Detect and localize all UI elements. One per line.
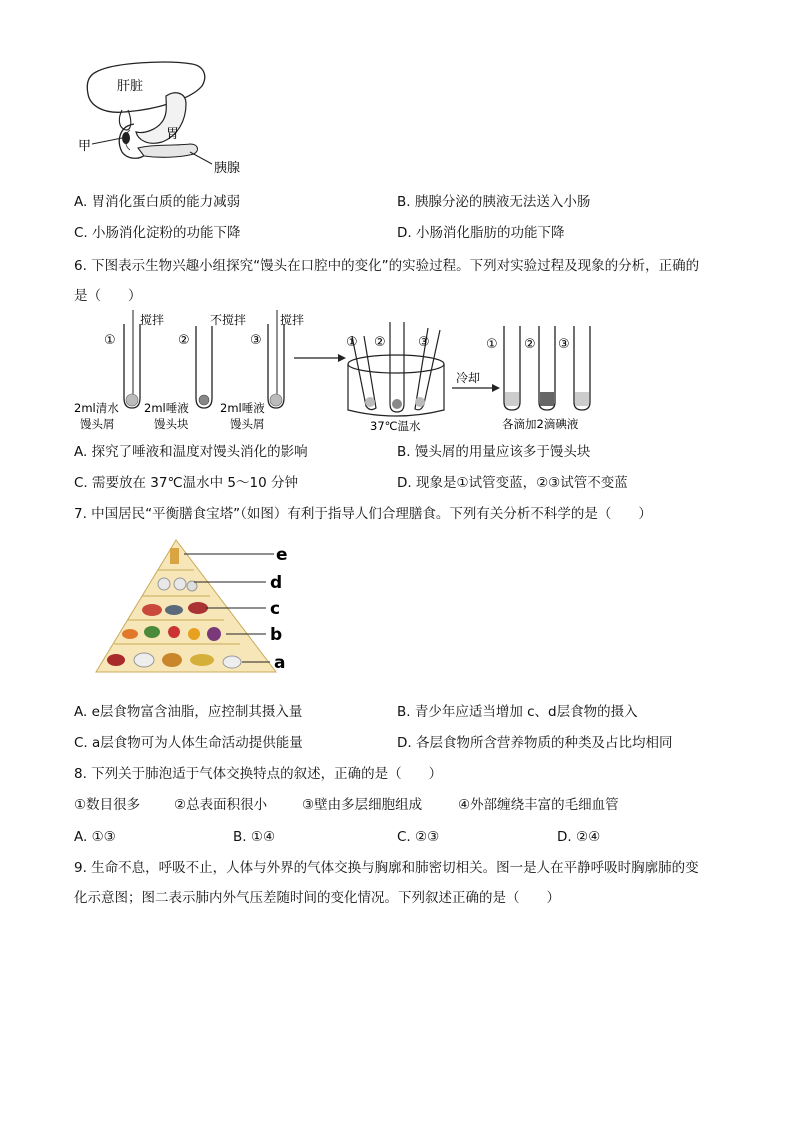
q7-option-a: A. e层食物富含油脂，应控制其摄入量 bbox=[74, 704, 303, 720]
q6-option-a: A. 探究了唾液和温度对馒头消化的影响 bbox=[74, 444, 308, 460]
q7-stem: 7. 中国居民“平衡膳食宝塔”（如图）有利于指导人们合理膳食。下列有关分析不科学的是（ ） bbox=[74, 506, 652, 522]
tube2-nostir-label: 不搅拌 bbox=[210, 313, 247, 327]
q7-option-c: C. a层食物可为人体生命活动提供能量 bbox=[74, 735, 303, 751]
q5-option-d: D. 小肠消化脂肪的功能下降 bbox=[397, 225, 565, 241]
q6-option-c: C. 需要放在 37℃温水中 5～10 分钟 bbox=[74, 475, 298, 491]
q7-option-b: B. 青少年应适当增加 c、d层食物的摄入 bbox=[397, 704, 638, 720]
q8-statement-2: ②总表面积很小 bbox=[174, 797, 268, 813]
tube2-liquid-label: 2ml唾液 bbox=[144, 401, 189, 415]
layer-a-label: a bbox=[274, 653, 286, 673]
result-number-3: ③ bbox=[558, 337, 570, 352]
liver-shape bbox=[87, 62, 204, 112]
q8-option-c: C. ②③ bbox=[397, 829, 440, 845]
q9-stem-line1: 9. 生命不息，呼吸不止，人体与外界的气体交换与胸廓和肺密切相关。图一是人在平静呼吸时胸廓肺的变 bbox=[74, 860, 699, 876]
q8-option-b: B. ①④ bbox=[233, 829, 276, 845]
q6-option-b: B. 馒头屑的用量应该多于馒头块 bbox=[397, 444, 591, 460]
bath-number-1: ① bbox=[346, 335, 358, 350]
layer-b-label: b bbox=[270, 625, 283, 645]
q8-statement-3: ③壁由多层细胞组成 bbox=[302, 797, 423, 813]
q5-option-b: B. 胰腺分泌的胰液无法送入小肠 bbox=[397, 194, 591, 210]
stomach-label: 胃 bbox=[166, 127, 180, 142]
q5-option-c: C. 小肠消化淀粉的功能下降 bbox=[74, 225, 241, 241]
q6-stem-line1: 6. 下图表示生物兴趣小组探究“馒头在口腔中的变化”的实验过程。下列对实验过程及现象的分析，正确的 bbox=[74, 258, 700, 274]
water-bath-label: 37℃温水 bbox=[370, 419, 421, 433]
q8-statement-1: ①数目很多 bbox=[74, 797, 141, 813]
q8-statement-4: ④外部缠绕丰富的毛细血管 bbox=[458, 797, 619, 813]
tube3-solid-label: 馒头屑 bbox=[230, 417, 265, 431]
tube2-number: ② bbox=[178, 333, 190, 348]
tube3-stir-label: 搅拌 bbox=[280, 313, 305, 327]
q7-option-d: D. 各层食物所含营养物质的种类及占比均相同 bbox=[397, 735, 673, 751]
pancreas-shape bbox=[138, 144, 197, 157]
jia-label: 甲 bbox=[78, 139, 92, 154]
digestive-organs-figure bbox=[74, 60, 244, 185]
food-pyramid-figure bbox=[94, 536, 294, 678]
tube1-solid-label: 馒头屑 bbox=[80, 417, 115, 431]
layer-c-label: c bbox=[270, 599, 281, 619]
bath-number-2: ② bbox=[374, 335, 386, 350]
layer-e-label: e bbox=[276, 545, 288, 565]
q6-option-d: D. 现象是①试管变蓝，②③试管不变蓝 bbox=[397, 475, 628, 491]
tube1-liquid-label: 2ml清水 bbox=[74, 401, 119, 415]
tube2-solid-label: 馒头块 bbox=[154, 417, 189, 431]
bath-number-3: ③ bbox=[418, 335, 430, 350]
q8-option-a: A. ①③ bbox=[74, 829, 116, 845]
q8-stem: 8. 下列关于肺泡适于气体交换特点的叙述，正确的是（ ） bbox=[74, 766, 443, 782]
q8-option-d: D. ②④ bbox=[557, 829, 601, 845]
result-number-1: ① bbox=[486, 337, 498, 352]
tube3-number: ③ bbox=[250, 333, 262, 348]
result-number-2: ② bbox=[524, 337, 536, 352]
tube3-liquid-label: 2ml唾液 bbox=[220, 401, 265, 415]
liver-label: 肝脏 bbox=[117, 79, 144, 94]
pancreas-label: 胰腺 bbox=[214, 161, 241, 176]
cool-label: 冷却 bbox=[456, 371, 481, 385]
q5-option-a: A. 胃消化蛋白质的能力减弱 bbox=[74, 194, 241, 210]
layer-d-label: d bbox=[270, 573, 283, 593]
tube1-number: ① bbox=[104, 333, 116, 348]
q6-stem-line2: 是（ ） bbox=[74, 288, 142, 304]
tube1-stir-label: 搅拌 bbox=[140, 313, 165, 327]
iodine-label: 各滴加2滴碘液 bbox=[502, 417, 579, 431]
saliva-experiment-figure bbox=[74, 306, 614, 434]
q9-stem-line2: 化示意图；图二表示肺内外气压差随时间的变化情况。下列叙述正确的是（ ） bbox=[74, 890, 560, 906]
